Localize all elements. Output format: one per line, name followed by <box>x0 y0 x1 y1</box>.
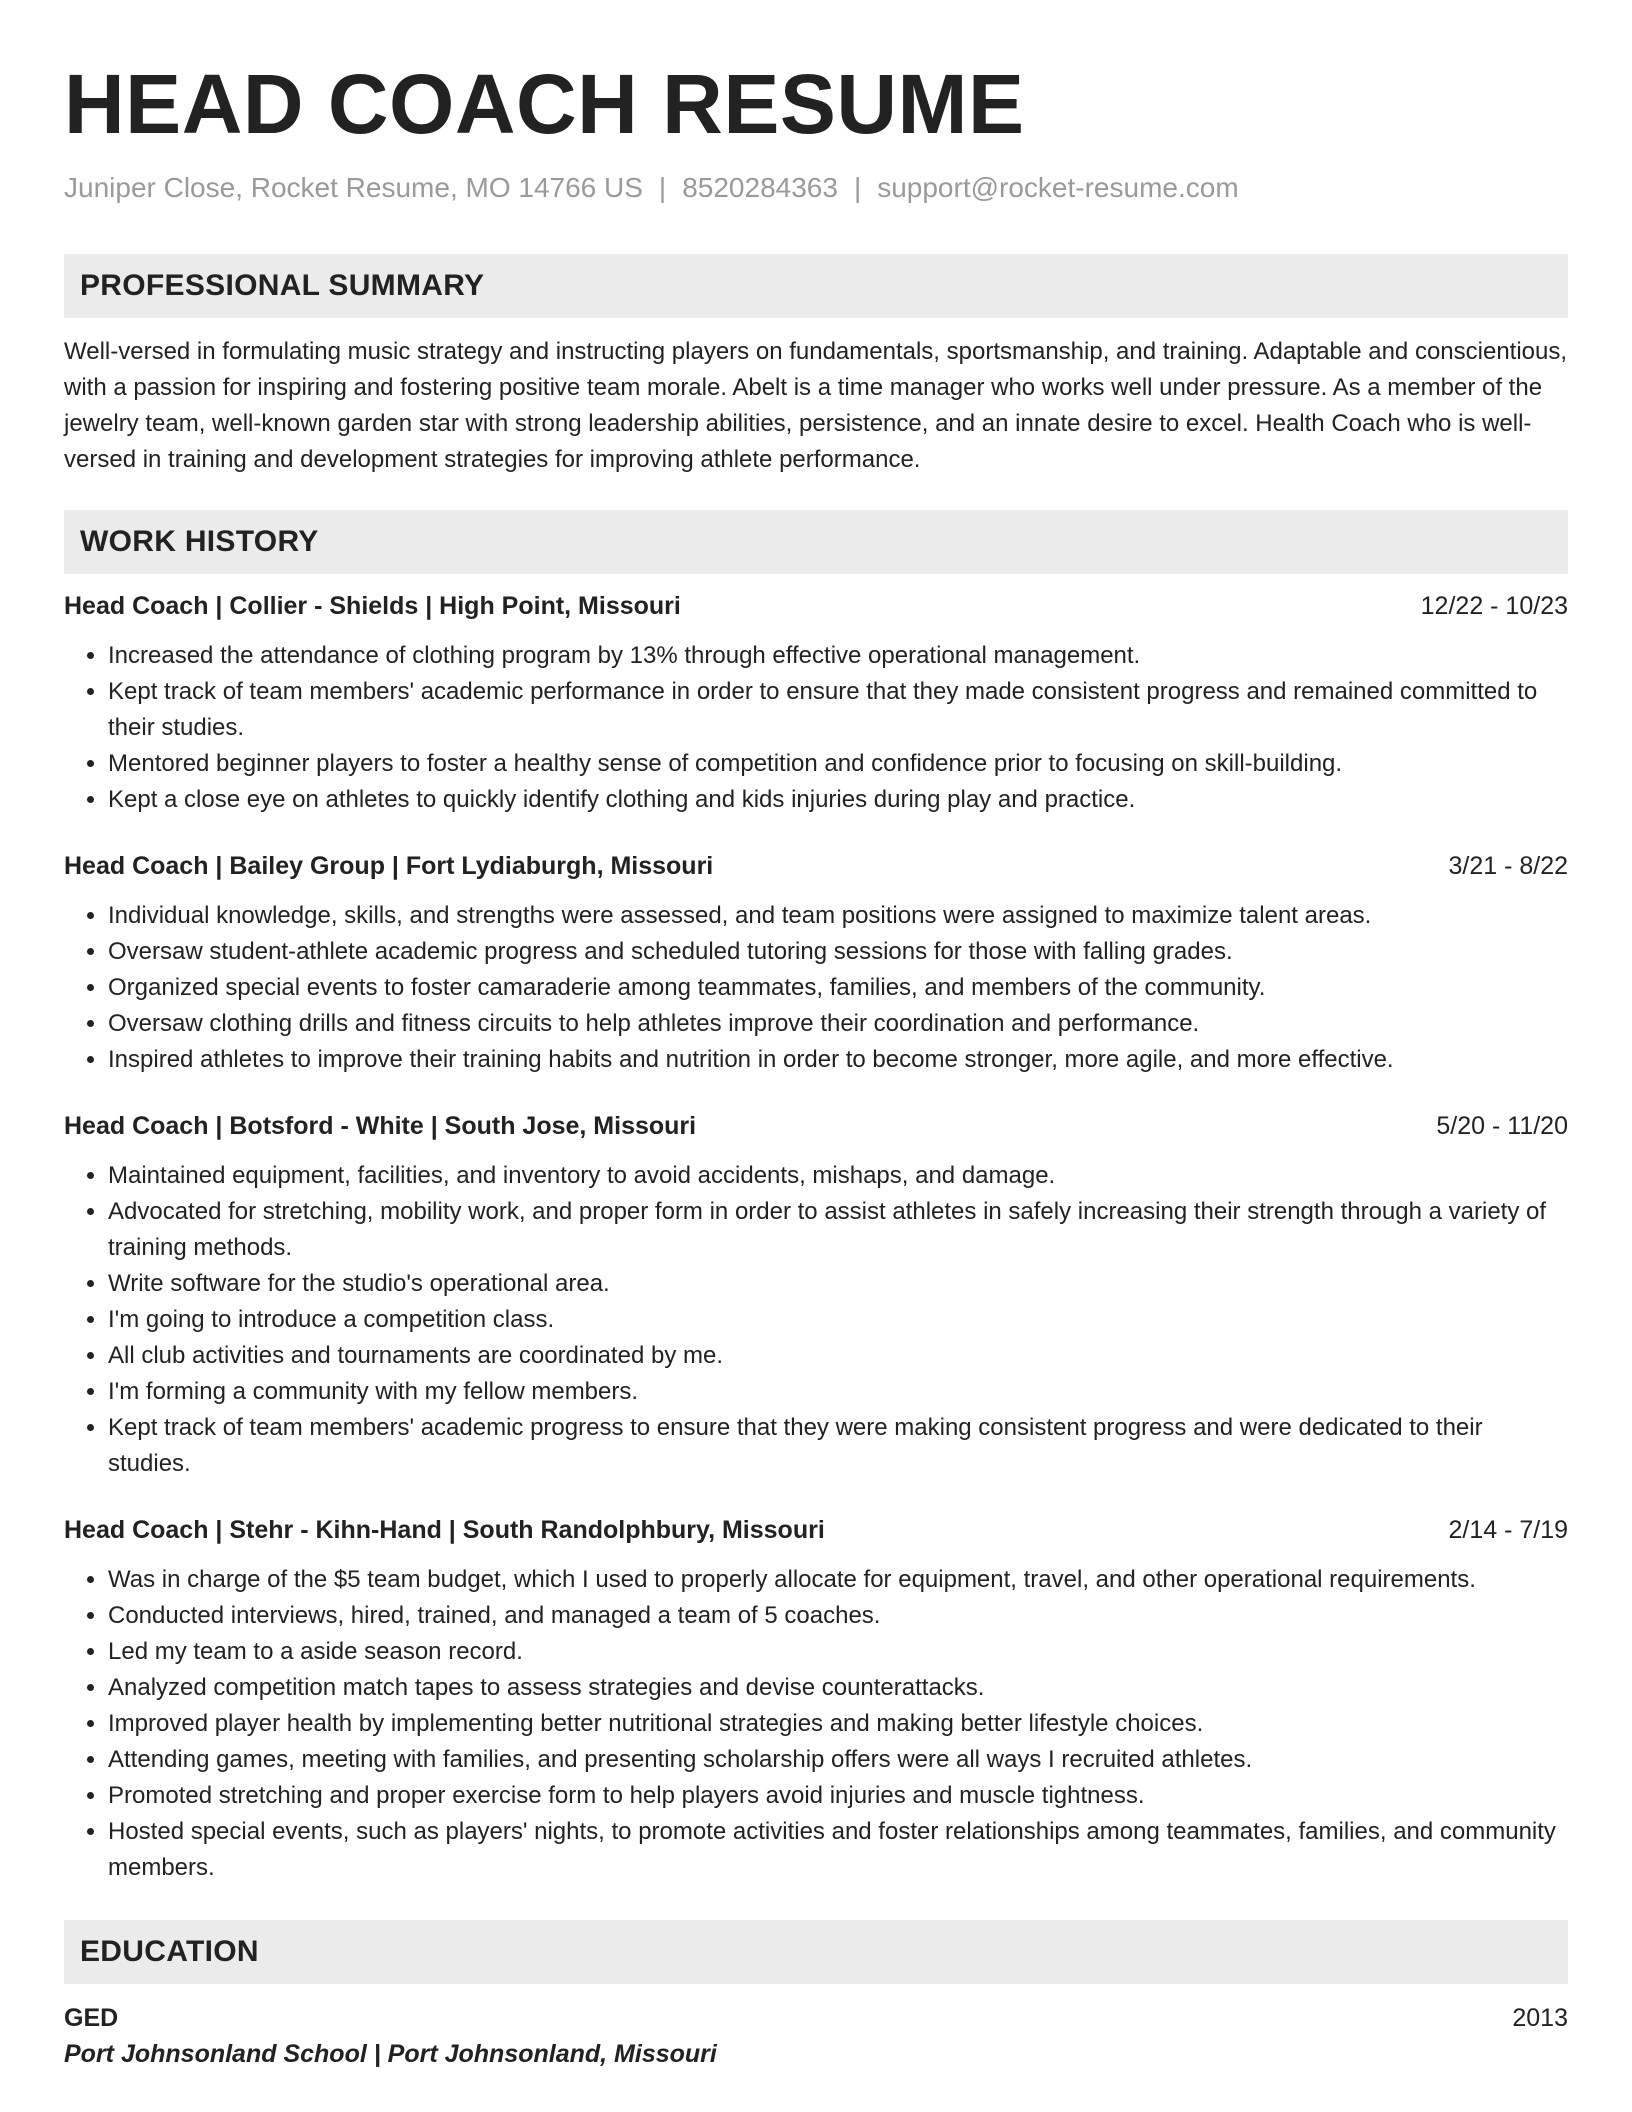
job-bullet: • I'm going to introduce a competition class. <box>108 1302 1568 1338</box>
job-bullet: • Promoted stretching and proper exercise form to help players avoid injuries and muscle tightness. <box>108 1778 1568 1814</box>
education-school: Port Johnsonland School | Port Johnsonland, Missouri <box>64 2040 717 2068</box>
job-bullet: • Kept a close eye on athletes to quickly identify clothing and kids injuries during play and practice. <box>108 782 1568 818</box>
contact-address: Juniper Close, Rocket Resume, MO 14766 US <box>64 172 643 203</box>
job-bullets <box>64 1158 1568 1482</box>
job-entry <box>64 1512 1568 1886</box>
job-entry <box>64 1108 1568 1482</box>
job-bullet: • Oversaw student-athlete academic progress and scheduled tutoring sessions for those with falling grades. <box>108 934 1568 970</box>
contact-email: support@rocket-resume.com <box>877 172 1239 203</box>
job-dates: 3/21 - 8/22 <box>1448 852 1568 880</box>
job-bullet: • Hosted special events, such as players' nights, to promote activities and foster relationships among teammates, families, and community members. <box>108 1814 1568 1886</box>
job-bullets <box>64 638 1568 818</box>
job-bullets <box>64 898 1568 1078</box>
job-bullet: • Organized special events to foster camaraderie among teammates, families, and members of the community. <box>108 970 1568 1006</box>
job-title: Head Coach | Collier - Shields | High Point, Missouri <box>64 592 681 620</box>
contact-line <box>64 168 1568 208</box>
job-bullet: • Inspired athletes to improve their training habits and nutrition in order to become stronger, more agile, and more effective. <box>108 1042 1568 1078</box>
contact-separator: | <box>853 172 862 203</box>
job-bullet: • Individual knowledge, skills, and strengths were assessed, and team positions were assigned to maximize talent areas. <box>108 898 1568 934</box>
job-bullet: • Write software for the studio's operational area. <box>108 1266 1568 1302</box>
education-entry <box>64 2000 1568 2072</box>
section-header-summary: PROFESSIONAL SUMMARY <box>64 254 1568 318</box>
education-year: 2013 <box>1512 2004 1568 2032</box>
job-bullet: • I'm forming a community with my fellow members. <box>108 1374 1568 1410</box>
job-dates: 5/20 - 11/20 <box>1436 1112 1568 1140</box>
contact-separator: | <box>658 172 667 203</box>
job-bullet: • Mentored beginner players to foster a healthy sense of competition and confidence prior to focusing on skill-building. <box>108 746 1568 782</box>
job-bullet: • Maintained equipment, facilities, and inventory to avoid accidents, mishaps, and damage. <box>108 1158 1568 1194</box>
job-bullet: • Conducted interviews, hired, trained, and managed a team of 5 coaches. <box>108 1598 1568 1634</box>
job-bullet: • Advocated for stretching, mobility work, and proper form in order to assist athletes in safely increasing their strength through a variety of training methods. <box>108 1194 1568 1266</box>
job-bullet: • Led my team to a aside season record. <box>108 1634 1568 1670</box>
job-bullet: • Kept track of team members' academic performance in order to ensure that they made consistent progress and remained committed to their studies. <box>108 674 1568 746</box>
education-degree: GED <box>64 2004 119 2032</box>
job-bullet: • Kept track of team members' academic progress to ensure that they were making consistent progress and were dedicated to their studies. <box>108 1410 1568 1482</box>
job-title: Head Coach | Bailey Group | Fort Lydiaburgh, Missouri <box>64 852 714 880</box>
job-bullet: • Oversaw clothing drills and fitness circuits to help athletes improve their coordination and performance. <box>108 1006 1568 1042</box>
job-dates: 2/14 - 7/19 <box>1448 1516 1568 1544</box>
job-bullets <box>64 1562 1568 1886</box>
resume-title: HEAD COACH RESUME <box>64 57 1025 151</box>
job-bullet: • Was in charge of the $5 team budget, which I used to properly allocate for equipment, travel, and other operational requirements. <box>108 1562 1568 1598</box>
job-dates: 12/22 - 10/23 <box>1420 592 1568 620</box>
job-title: Head Coach | Stehr - Kihn-Hand | South Randolphbury, Missouri <box>64 1516 825 1544</box>
section-header-work-history: WORK HISTORY <box>64 510 1568 574</box>
job-entry <box>64 848 1568 1078</box>
section-header-education: EDUCATION <box>64 1920 1568 1984</box>
job-bullet: • All club activities and tournaments are coordinated by me. <box>108 1338 1568 1374</box>
job-title: Head Coach | Botsford - White | South Jose, Missouri <box>64 1112 697 1140</box>
job-bullet: • Analyzed competition match tapes to assess strategies and devise counterattacks. <box>108 1670 1568 1706</box>
contact-phone: 8520284363 <box>682 172 838 203</box>
job-bullet: • Attending games, meeting with families, and presenting scholarship offers were all ways I recruited athletes. <box>108 1742 1568 1778</box>
summary-text: Well-versed in formulating music strategy and instructing players on fundamentals, sportsmanship, and training. Adaptable and conscientious, with a passion for inspiring and fostering positive team morale. Abelt is a time manager who works well under pressure. As a member of the jewelry team, well-known garden star with strong leadership abilities, persistence, and an innate desire to excel. Health Coach who is well-versed in training and development strategies for improving athlete performance. <box>64 338 1568 473</box>
job-bullet: • Improved player health by implementing better nutritional strategies and making better lifestyle choices. <box>108 1706 1568 1742</box>
job-entry <box>64 588 1568 818</box>
job-bullet: • Increased the attendance of clothing program by 13% through effective operational management. <box>108 638 1568 674</box>
